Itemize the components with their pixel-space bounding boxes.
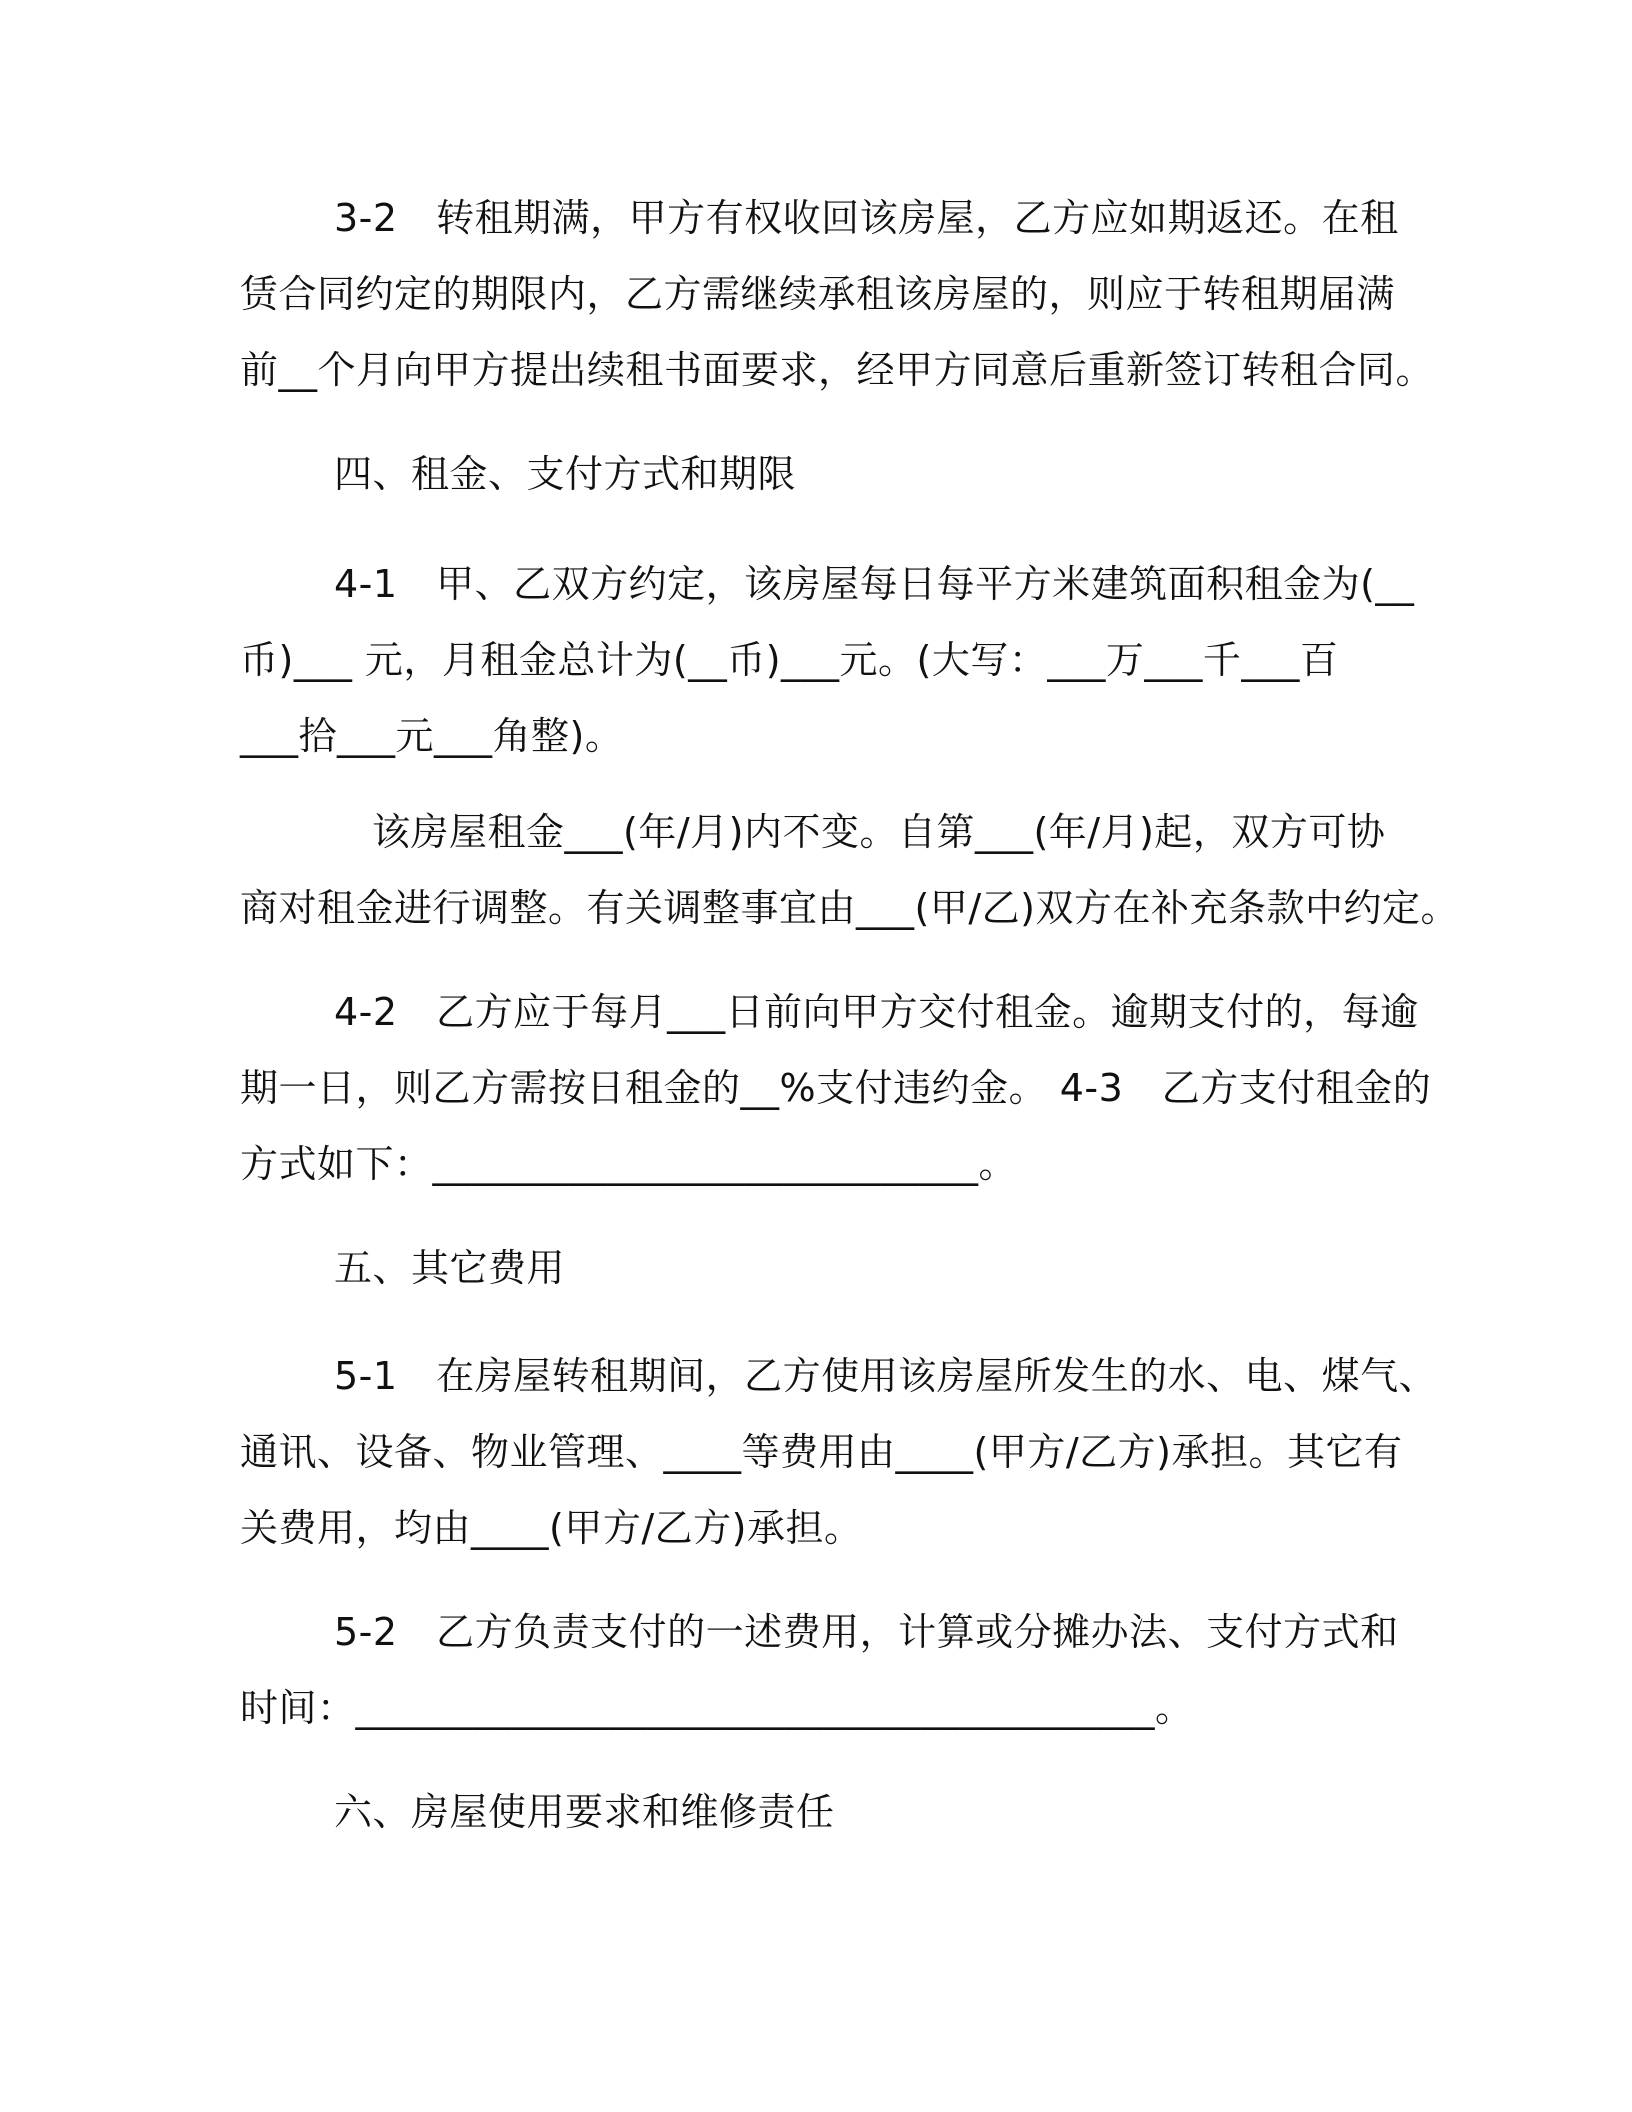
clause-4-2-line-2: 期一日，则乙方需按日租金的__%支付违约金。 4-3 乙方支付租金的 [240,1066,1432,1110]
clause-4-2-line-1: 4-2 乙方应于每月___日前向甲方交付租金。逾期支付的，每逾 [334,990,1419,1034]
clause-4-1-line-1: 4-1 甲、乙双方约定，该房屋每日每平方米建筑面积租金为(__ [334,562,1415,606]
clause-5-2-line-1: 5-2 乙方负责支付的一述费用，计算或分摊办法、支付方式和 [334,1610,1399,1654]
clause-3-2-line-3: 前__个月向甲方提出续租书面要求，经甲方同意后重新签订转租合同。 [240,348,1435,392]
clause-5-1-line-3: 关费用，均由____(甲方/乙方)承担。 [240,1506,863,1550]
rent-adjustment-line-2: 商对租金进行调整。有关调整事宜由___(甲/乙)双方在补充条款中约定。 [240,886,1459,930]
rent-adjustment-line-1: 该房屋租金___(年/月)内不变。自第___(年/月)起，双方可协 [372,810,1386,854]
clause-4-1-line-2: 币)___ 元，月租金总计为(__币)___元。(大写：___万___千___百 [240,638,1339,682]
section-4-heading: 四、租金、支付方式和期限 [334,452,797,496]
clause-4-3-line: 方式如下：____________________________。 [240,1142,1018,1186]
clause-5-1-line-1: 5-1 在房屋转租期间，乙方使用该房屋所发生的水、电、煤气、 [334,1354,1438,1398]
clause-5-2-line-2: 时间：_________________________________________。 [240,1686,1194,1730]
clause-3-2-line-1: 3-2 转租期满，甲方有权收回该房屋，乙方应如期返还。在租 [334,196,1399,240]
section-5-heading: 五、其它费用 [334,1246,566,1290]
clause-4-1-line-3: ___拾___元___角整)。 [240,714,624,758]
clause-3-2-line-2: 赁合同约定的期限内，乙方需继续承租该房屋的，则应于转租期届满 [240,272,1396,316]
section-6-heading: 六、房屋使用要求和维修责任 [334,1790,835,1834]
clause-5-1-line-2: 通讯、设备、物业管理、____等费用由____(甲方/乙方)承担。其它有 [240,1430,1403,1474]
